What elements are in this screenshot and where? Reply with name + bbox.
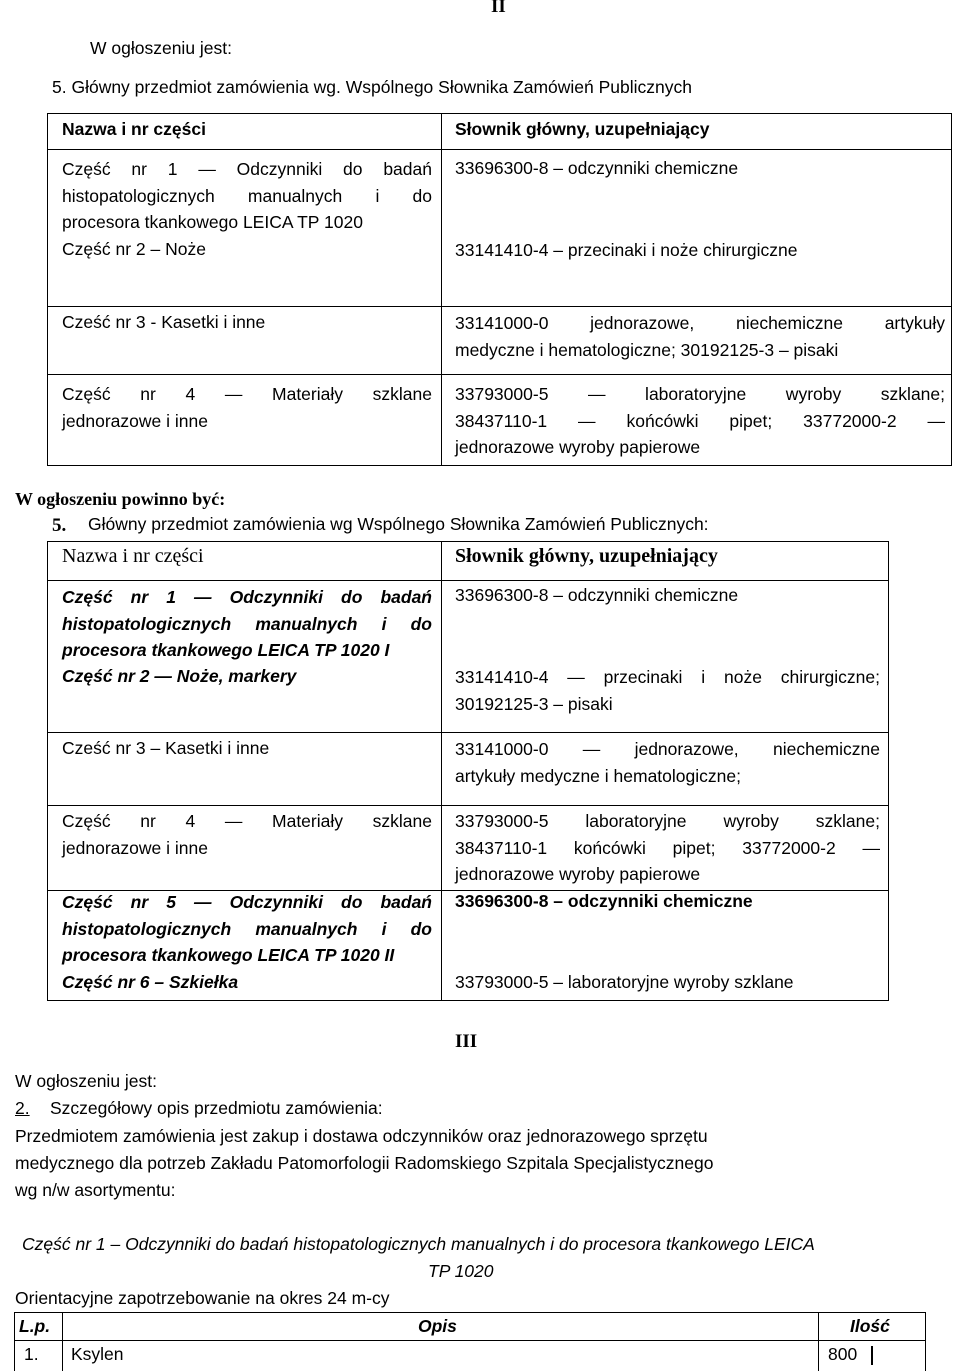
description-paragraph-line: Przedmiotem zamówienia jest zakup i dostawa odczynników oraz jednorazowego sprzętu	[15, 1126, 708, 1146]
table3-cursor-mark	[871, 1346, 873, 1365]
table2-row6-code: 33793000-5 – laboratoryjne wyroby szklane	[455, 972, 794, 992]
table1-row2-code: 33141410-4 – przecinaki i noże chirurgiczne	[455, 240, 798, 260]
section3-item-text: Szczegółowy opis przedmiotu zamówienia:	[50, 1098, 383, 1118]
table1-row3-name: Cześć nr 3 - Kasetki i inne	[62, 312, 266, 332]
table1-row1-name: Część nr 1 — Odczynniki do badań histopatologicznych manualnych i do procesora tkankowego LEICA TP 1020	[62, 159, 432, 232]
table1-row4-code: 33793000-5 — laboratoryjne wyroby szklane; 38437110-1 — końcówki pipet; 33772000-2 — jednorazowe wyroby papierowe	[455, 384, 945, 457]
table2-border-row	[47, 732, 889, 733]
table2-row2-name: Część nr 2 — Noże, markery	[62, 666, 297, 686]
table1-border-left	[47, 113, 48, 466]
section3-item-number: 2.	[15, 1098, 30, 1118]
table2-col1-header: Nazwa i nr części	[62, 545, 204, 567]
part-title-line: Część nr 1 – Odczynniki do badań histopatologicznych manualnych i do procesora tkankowego LEICA	[22, 1234, 815, 1254]
section2-item-text: Główny przedmiot zamówienia wg Wspólnego Słownika Zamówień Publicznych:	[88, 514, 709, 534]
table2-row1-name: Część nr 1 — Odczynniki do badań histopatologicznych manualnych i do procesora tkankowego LEICA TP 1020 I	[62, 587, 432, 660]
table3-border-left	[14, 1312, 15, 1371]
table2-border-row	[47, 805, 889, 806]
table1-col1-header: Nazwa i nr części	[62, 119, 206, 139]
table2-border-mid	[441, 541, 442, 1001]
table1-row3-code: 33141000-0 jednorazowe, niechemiczne artykuły medyczne i hematologiczne; 30192125-3 – pisaki	[455, 313, 945, 360]
section2-heading: W ogłoszeniu powinno być:	[15, 489, 226, 509]
table3-row-lp: 1.	[24, 1344, 39, 1364]
table3-header-opis: Opis	[418, 1316, 457, 1336]
table3-border-top	[14, 1312, 926, 1313]
part-title-line: TP 1020	[428, 1261, 494, 1281]
table2-row6-name: Część nr 6 – Szkiełka	[62, 972, 239, 992]
table3-row-opis: Ksylen	[71, 1344, 124, 1364]
table3-header-lp: L.p.	[19, 1316, 51, 1336]
section-marker-iii: III	[455, 1031, 478, 1052]
orientation-note: Orientacyjne zapotrzebowanie na okres 24 m-cy	[15, 1288, 390, 1308]
table3-border-col	[818, 1312, 819, 1371]
table3-border-right	[925, 1312, 926, 1371]
section1-heading: W ogłoszeniu jest:	[90, 38, 233, 58]
table3-border-col	[62, 1312, 63, 1371]
table3-header-ilosc: Ilość	[850, 1316, 890, 1336]
section2-item-number: 5.	[52, 515, 67, 536]
table1-row1-code: 33696300-8 – odczynniki chemiczne	[455, 158, 739, 178]
table1-border-top	[47, 113, 952, 114]
table2-row3-name: Cześć nr 3 – Kasetki i inne	[62, 738, 270, 758]
table2-border-left	[47, 541, 48, 1001]
table2-border-top	[47, 541, 889, 542]
table1-col2-header: Słownik główny, uzupełniający	[455, 119, 710, 139]
table1-border-bottom	[47, 465, 952, 466]
table3-row-ilosc: 800	[828, 1344, 858, 1364]
table2-border-row	[47, 580, 889, 581]
section1-item: 5. Główny przedmiot zamówienia wg. Wspólnego Słownika Zamówień Publicznych	[52, 77, 693, 97]
table2-row4-code: 33793000-5 laboratoryjne wyroby szklane; 38437110-1 końcówki pipet; 33772000-2 — jednorazowe wyroby papierowe	[455, 811, 880, 884]
table1-row2-name: Część nr 2 – Noże	[62, 239, 206, 259]
table2-border-right	[888, 541, 889, 1001]
table2-row2-code: 33141410-4 — przecinaki i noże chirurgiczne; 30192125-3 – pisaki	[455, 667, 880, 714]
table1-border-row	[47, 374, 952, 375]
table2-row3-code: 33141000-0 — jednorazowe, niechemiczne artykuły medyczne i hematologiczne;	[455, 739, 880, 786]
table2-row4-name: Część nr 4 — Materiały szklane jednorazowe i inne	[62, 811, 432, 858]
table2-row1-code: 33696300-8 – odczynniki chemiczne	[455, 585, 739, 605]
section-marker-ii: II	[491, 0, 506, 17]
table1-border-right	[951, 113, 952, 466]
table1-border-row	[47, 149, 952, 150]
table3-border-row	[14, 1340, 926, 1341]
section3-heading: W ogłoszeniu jest:	[15, 1071, 158, 1091]
description-paragraph-line: wg n/w asortymentu:	[15, 1180, 176, 1200]
table2-col2-header: Słownik główny, uzupełniający	[455, 545, 718, 567]
table2-row5-code: 33696300-8 – odczynniki chemiczne	[455, 891, 753, 911]
description-paragraph-line: medycznego dla potrzeb Zakładu Patomorfologii Radomskiego Szpitala Specjalistycznego	[15, 1153, 714, 1173]
table1-border-mid	[441, 113, 442, 466]
table2-border-bottom	[47, 1000, 889, 1001]
table1-border-row	[47, 306, 952, 307]
table2-row5-name: Część nr 5 — Odczynniki do badań histopatologicznych manualnych i do procesora tkankowego LEICA TP 1020 II	[62, 892, 432, 965]
table1-row4-name: Część nr 4 — Materiały szklane jednorazowe i inne	[62, 384, 432, 431]
